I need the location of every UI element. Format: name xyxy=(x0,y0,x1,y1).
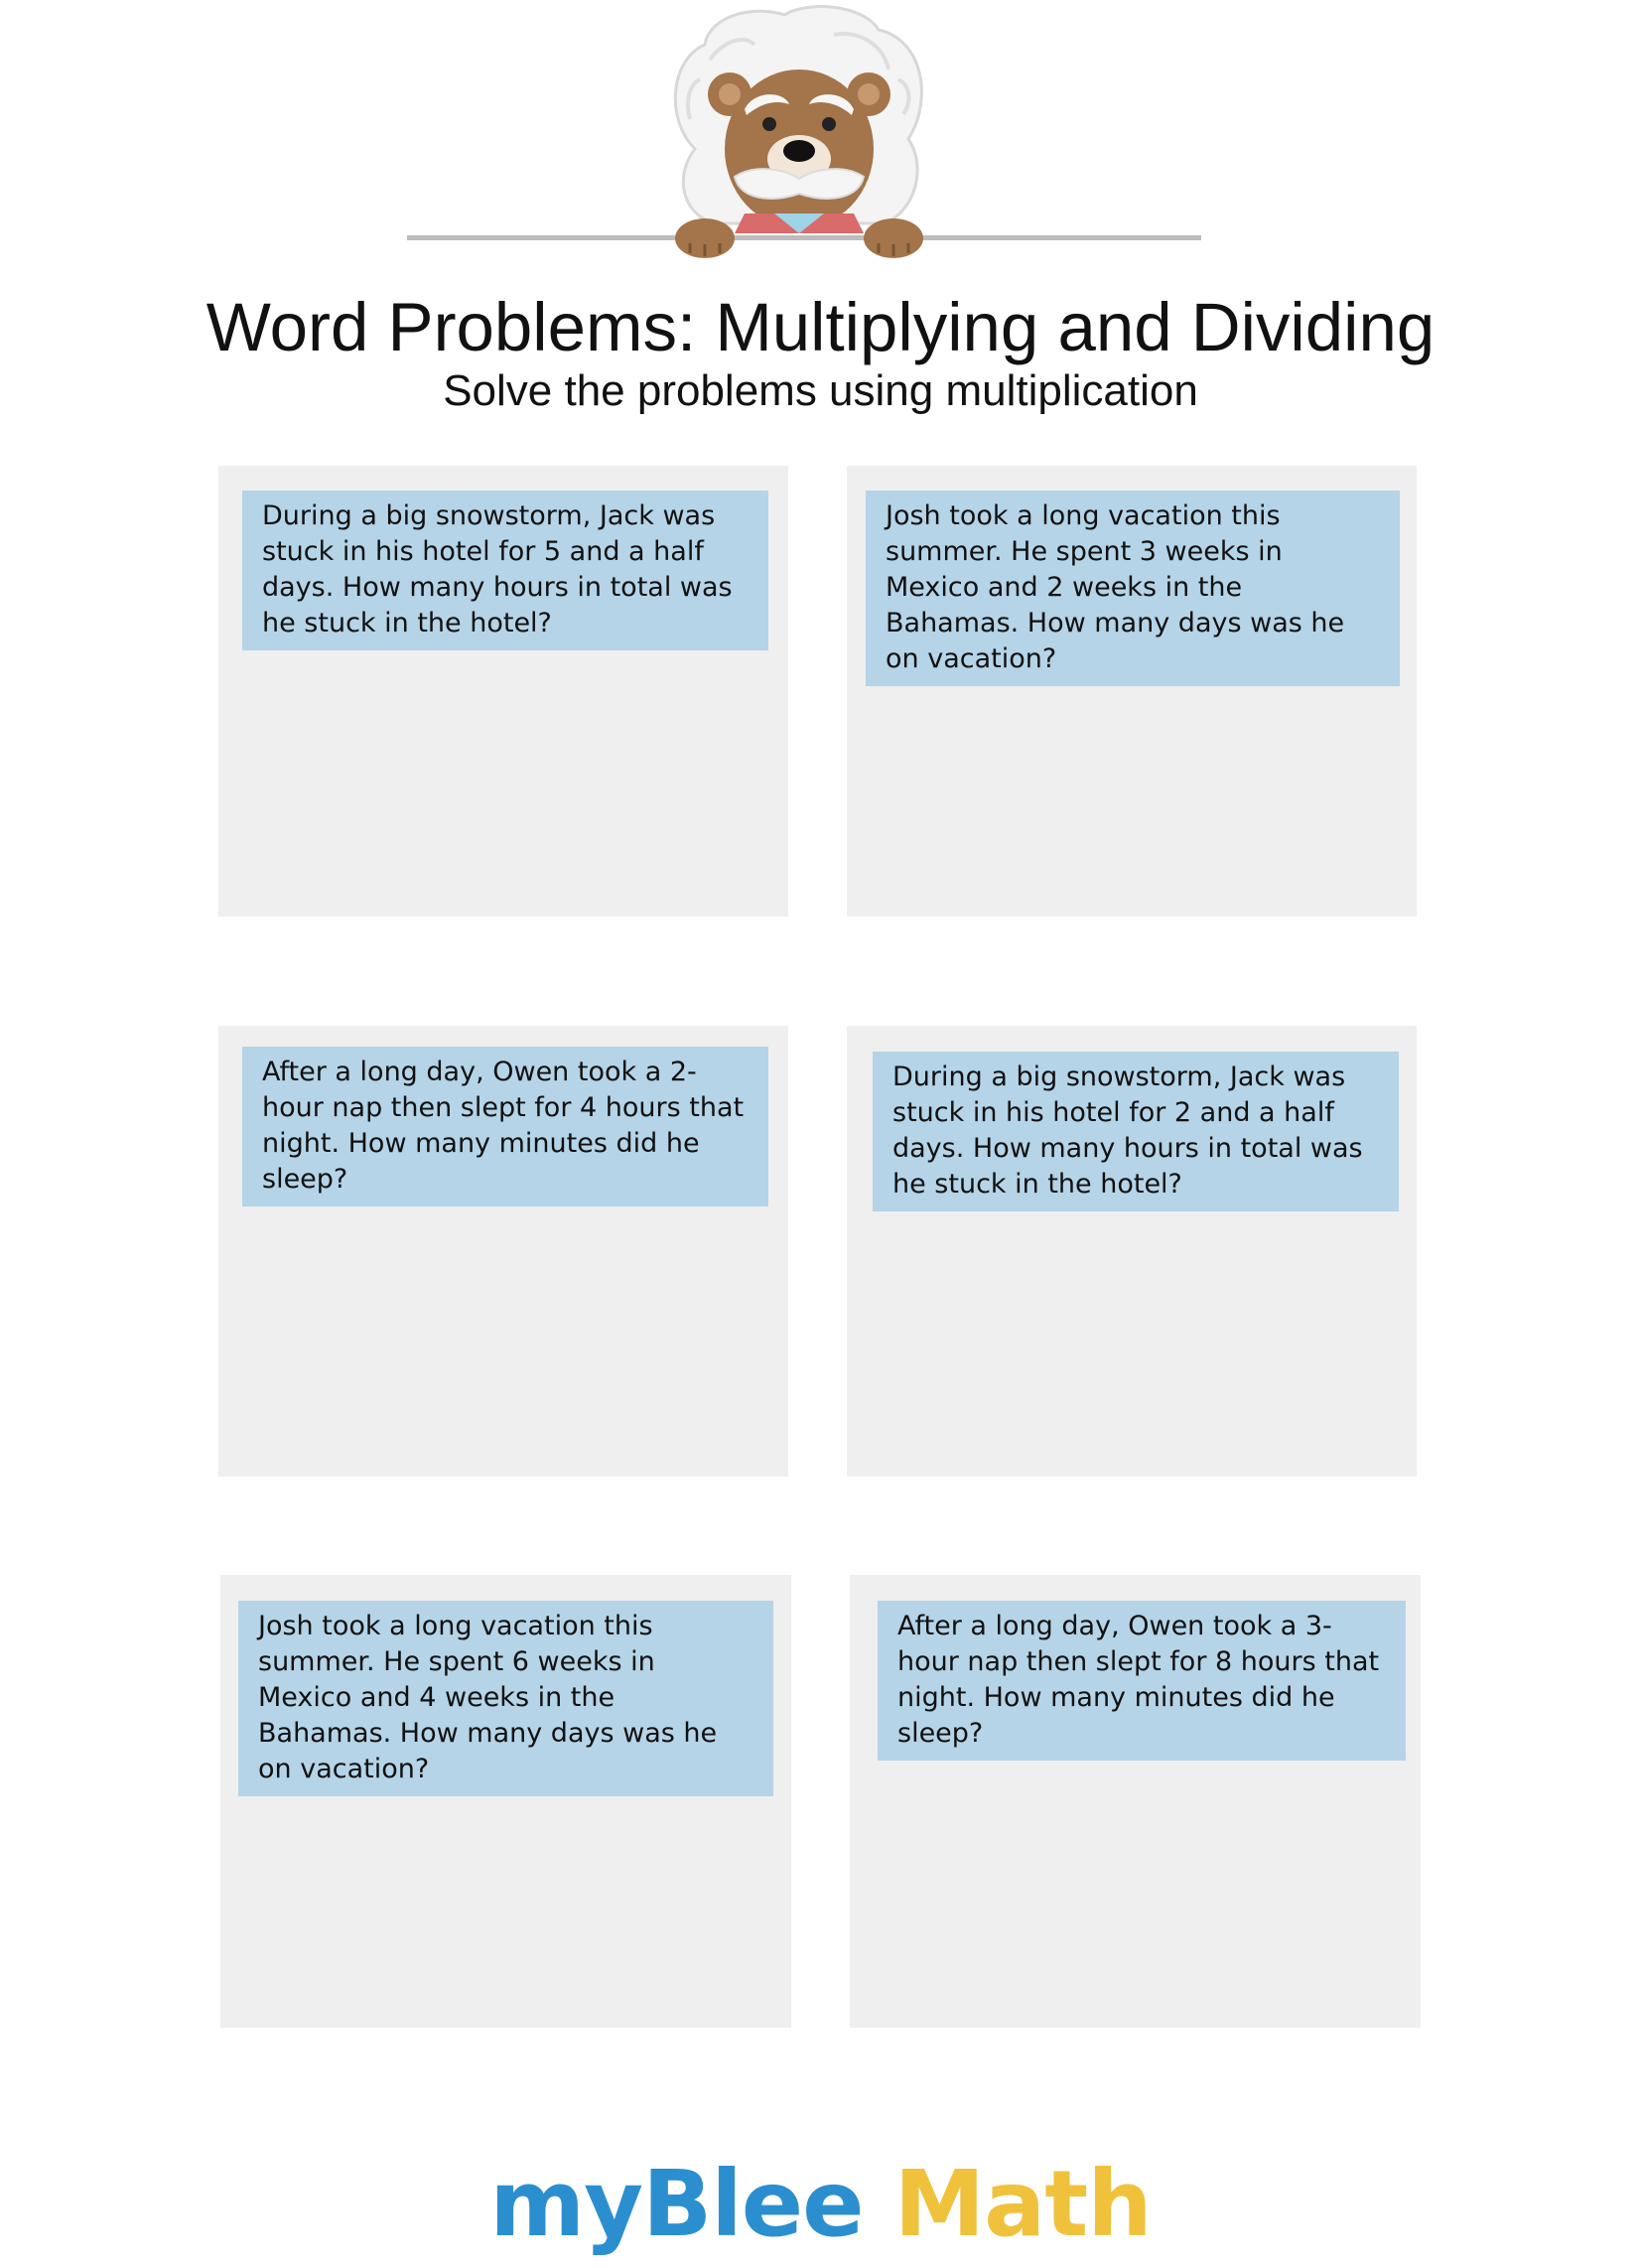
brand-logo xyxy=(0,2150,1641,2259)
word-problem-4: During a big snowstorm, Jack was stuck in his hotel for 2 and a half days. How many hours in total was he stuck in the hotel? xyxy=(873,1052,1399,1211)
page-subtitle: Solve the problems using multiplication xyxy=(443,366,1198,415)
word-problem-6: After a long day, Owen took a 3-hour nap then slept for 8 hours that night. How many minutes did he sleep? xyxy=(878,1601,1406,1761)
header-illustration xyxy=(407,0,1231,273)
word-problem-5: Josh took a long vacation this summer. He spent 6 weeks in Mexico and 4 weeks in the Bahamas. How many days was he on vacation? xyxy=(238,1601,773,1796)
brand-logo-part1: myBlee xyxy=(489,2151,864,2257)
brand-logo-part2: Math xyxy=(893,2151,1152,2257)
word-problem-3: After a long day, Owen took a 2-hour nap then slept for 4 hours that night. How many minutes did he sleep? xyxy=(242,1047,768,1206)
word-problem-2: Josh took a long vacation this summer. He spent 3 weeks in Mexico and 2 weeks in the Bahamas. How many days was he on vacation? xyxy=(866,491,1400,686)
word-problem-1: During a big snowstorm, Jack was stuck in his hotel for 5 and a half days. How many hours in total was he stuck in the hotel? xyxy=(242,491,768,650)
page-title: Word Problems: Multiplying and Dividing xyxy=(205,289,1436,365)
bear-mascot-icon xyxy=(635,0,963,273)
